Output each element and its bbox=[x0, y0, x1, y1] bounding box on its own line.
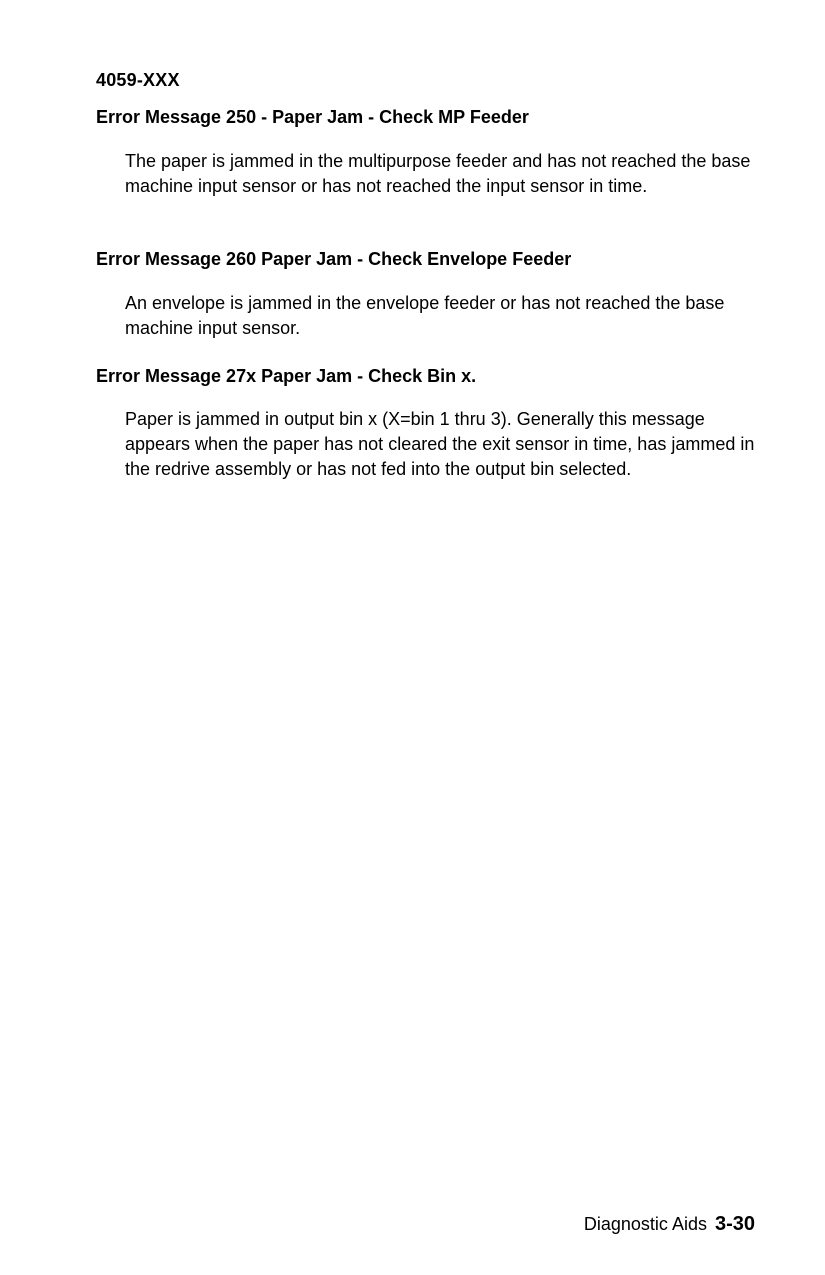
footer-section-label: Diagnostic Aids bbox=[583, 1214, 707, 1234]
error-260-description: An envelope is jammed in the envelope feeder or has not reached the base machine input sensor. bbox=[125, 293, 725, 338]
error-250-heading: Error Message 250 - Paper Jam - Check MP Feeder bbox=[96, 107, 529, 127]
error-27x-heading: Error Message 27x Paper Jam - Check Bin x. bbox=[96, 366, 477, 386]
error-27x-description: Paper is jammed in output bin x (X=bin 1 thru 3). Generally this message appears when the paper has not cleared the exit sensor in time, has jammed in the redrive assembly or has not fed into the output bin selected. bbox=[125, 409, 755, 479]
document-id: 4059-XXX bbox=[96, 70, 180, 90]
error-250-description: The paper is jammed in the multipurpose feeder and has not reached the base machine input sensor or has not reached the input sensor in time. bbox=[125, 151, 751, 196]
page-footer bbox=[584, 1213, 755, 1236]
error-260-heading: Error Message 260 Paper Jam - Check Envelope Feeder bbox=[96, 249, 572, 269]
page-number: 3-30 bbox=[714, 1213, 755, 1235]
